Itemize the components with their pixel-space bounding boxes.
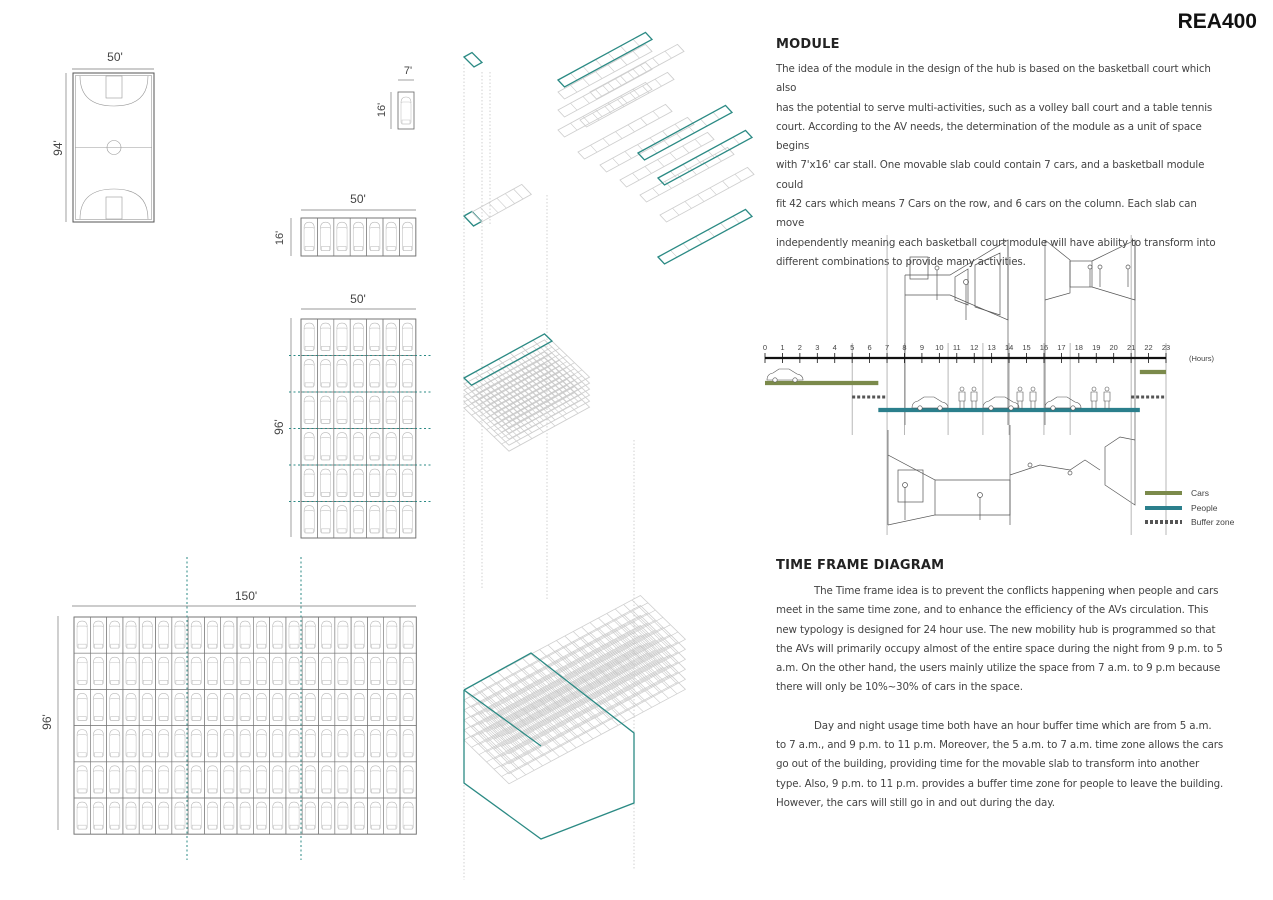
car-stall xyxy=(123,798,139,834)
time-tick-label: 13 xyxy=(987,343,996,352)
car-stall xyxy=(123,726,139,762)
slab-plan xyxy=(291,210,416,256)
car-stall xyxy=(74,689,90,725)
car-stall xyxy=(367,392,383,429)
car-stall xyxy=(399,356,415,393)
car-stall xyxy=(350,319,366,356)
car-stall xyxy=(367,218,383,256)
car-stall xyxy=(383,218,399,256)
stall-width-label: 7' xyxy=(403,65,413,77)
car-stall xyxy=(204,653,220,689)
car-stall xyxy=(399,429,415,466)
car-stall xyxy=(204,726,220,762)
time-tick-label: 10 xyxy=(935,343,944,352)
car-stall xyxy=(188,653,204,689)
car-stall xyxy=(302,798,318,834)
car-stall xyxy=(399,392,415,429)
car-stall xyxy=(399,319,415,356)
time-tick-label: 16 xyxy=(1039,343,1049,352)
car-icon xyxy=(912,397,948,410)
iso-exploded-slab xyxy=(578,104,672,159)
timeline-legend xyxy=(1145,486,1234,530)
time-tick-label: 7 xyxy=(884,343,890,352)
iso-highlight-slab xyxy=(638,105,732,160)
car-stall xyxy=(399,502,415,539)
car-stall xyxy=(172,762,188,798)
car-stall xyxy=(156,726,172,762)
car-stall xyxy=(237,726,253,762)
car-stall xyxy=(270,617,286,653)
car-stall xyxy=(350,356,366,393)
car-stall xyxy=(319,617,335,653)
legend-label-cars: Cars xyxy=(1191,488,1209,499)
car-stall xyxy=(286,653,302,689)
car-stall xyxy=(139,762,155,798)
iso-highlight-slab xyxy=(658,209,752,264)
time-tick-label: 2 xyxy=(797,343,802,352)
person-icon xyxy=(959,387,965,409)
car-stall xyxy=(334,319,350,356)
car-stall xyxy=(139,653,155,689)
car-stall xyxy=(384,762,400,798)
car-stall xyxy=(90,617,106,653)
car-stall xyxy=(302,617,318,653)
car-stall xyxy=(286,798,302,834)
car-stall xyxy=(367,319,383,356)
car-stall xyxy=(350,502,366,539)
car-stall xyxy=(188,617,204,653)
car-stall xyxy=(383,465,399,502)
car-stall xyxy=(172,653,188,689)
iso-exploded-slab xyxy=(660,167,754,222)
iso-single-stall xyxy=(464,53,482,68)
car-stall xyxy=(188,689,204,725)
car-stall xyxy=(334,218,350,256)
person-icon xyxy=(1017,387,1023,409)
car-stall xyxy=(335,762,351,798)
iso-slab xyxy=(472,184,531,222)
car-stall xyxy=(351,617,367,653)
car-stall xyxy=(384,617,400,653)
car-stall xyxy=(384,653,400,689)
car-stall-plan xyxy=(376,65,414,129)
time-tick-label: 0 xyxy=(762,343,768,352)
iso-exploded-slab xyxy=(600,117,694,172)
car-stall xyxy=(156,689,172,725)
car-stall xyxy=(367,762,383,798)
car-stall xyxy=(237,653,253,689)
car-stall xyxy=(286,762,302,798)
lounge-illustration xyxy=(888,425,1135,525)
car-stall xyxy=(270,726,286,762)
time-tick-label: 15 xyxy=(1022,343,1031,352)
car-stall xyxy=(367,502,383,539)
car-stall xyxy=(301,429,317,466)
time-tick-label: 19 xyxy=(1092,343,1101,352)
time-tick-label: 4 xyxy=(832,343,837,352)
time-frame-description xyxy=(776,582,1224,813)
car-stall xyxy=(302,689,318,725)
module-line: independently meaning each basketball court module will have ability to transform into xyxy=(776,236,1216,249)
car-stall xyxy=(301,356,317,393)
car-stall xyxy=(204,762,220,798)
car-stall xyxy=(319,653,335,689)
car-stall xyxy=(107,617,123,653)
car-stall xyxy=(319,798,335,834)
car-stall xyxy=(172,726,188,762)
car-stall xyxy=(335,689,351,725)
slab-depth-label: 16' xyxy=(274,230,286,246)
car-stall xyxy=(123,617,139,653)
car-stall xyxy=(204,798,220,834)
car-stall xyxy=(384,689,400,725)
board-title: REA400 xyxy=(1177,10,1257,33)
car-stall xyxy=(400,689,416,725)
car-icon xyxy=(1045,397,1081,410)
block-width-label: 150' xyxy=(234,589,258,603)
car-stall xyxy=(221,617,237,653)
person-icon xyxy=(1104,387,1110,409)
car-stall xyxy=(334,392,350,429)
car-icon xyxy=(767,369,803,382)
car-stall xyxy=(351,653,367,689)
car-stall xyxy=(350,218,366,256)
car-stall xyxy=(123,689,139,725)
car-stall xyxy=(301,218,317,256)
car-stall xyxy=(301,502,317,539)
car-stall xyxy=(367,653,383,689)
car-stall xyxy=(301,319,317,356)
car-stall xyxy=(400,617,416,653)
time-tick-label: 11 xyxy=(952,343,961,352)
module-line: court. According to the AV needs, the determination of the module as a unit of space begins xyxy=(776,120,1202,153)
person-icon xyxy=(971,387,977,409)
time-tick-label: 1 xyxy=(780,343,785,352)
car-stall xyxy=(319,762,335,798)
person-icon xyxy=(1030,387,1036,409)
car-stall xyxy=(90,762,106,798)
module-heading: MODULE xyxy=(776,37,840,52)
time-frame-paragraph-2: Day and night usage time both have an hour buffer time which are from 5 a.m. to 7 a.m., and 9 p.m. to 11 p.m. Moreover, the 5 a.m. to 7 a.m. time zone allows the cars go out of the building, providing time for the movable slab to transform into another type. Also, 9 p.m. to 11 p.m. provides a buffer time zone for people to leave the building. However, the cars will still go in and out during the day. xyxy=(776,719,1224,809)
stall-length-label: 16' xyxy=(376,102,388,118)
car-stall xyxy=(367,798,383,834)
iso-exploded-slab xyxy=(590,44,684,99)
module-line: with 7'x16' car stall. One movable slab could contain 7 cars, and a basketball module could xyxy=(776,159,1205,191)
gallery-illustration xyxy=(905,240,1008,425)
car-stall xyxy=(335,798,351,834)
iso-exploded-slab xyxy=(620,132,714,187)
car-stall xyxy=(351,762,367,798)
car-stall xyxy=(367,429,383,466)
car-stall xyxy=(384,798,400,834)
block-depth-label: 96' xyxy=(40,714,54,730)
car-stall xyxy=(270,653,286,689)
car-stall xyxy=(90,726,106,762)
car-stall xyxy=(107,689,123,725)
time-unit-label: (Hours) xyxy=(1189,354,1215,363)
car-stall xyxy=(139,617,155,653)
car-stall xyxy=(156,617,172,653)
car-stall xyxy=(188,762,204,798)
car-stall xyxy=(253,617,269,653)
people-swatch xyxy=(1145,506,1182,510)
car-stall xyxy=(90,689,106,725)
car-stall xyxy=(107,653,123,689)
time-frame-heading: TIME FRAME DIAGRAM xyxy=(776,558,945,573)
car-stall xyxy=(90,798,106,834)
time-tick-label: 21 xyxy=(1126,343,1136,352)
car-stall xyxy=(301,392,317,429)
car-stall xyxy=(367,465,383,502)
car-icon xyxy=(983,397,1019,410)
car-stall xyxy=(107,798,123,834)
legend-item-buffer xyxy=(1145,515,1234,530)
car-stall xyxy=(367,617,383,653)
time-tick-label: 14 xyxy=(1004,343,1014,352)
car-stall xyxy=(317,502,333,539)
car-stall xyxy=(367,356,383,393)
car-stall xyxy=(123,762,139,798)
car-stall xyxy=(302,762,318,798)
car-stall xyxy=(221,653,237,689)
car-stall xyxy=(139,798,155,834)
car-stall xyxy=(319,689,335,725)
module-plan xyxy=(289,309,432,538)
module-width-label: 50' xyxy=(350,292,366,306)
car-stall xyxy=(334,429,350,466)
car-stall xyxy=(334,502,350,539)
car-stall xyxy=(156,762,172,798)
car-stall xyxy=(367,689,383,725)
car-stall xyxy=(270,689,286,725)
iso-highlight-slab xyxy=(558,32,652,87)
module-depth-label: 96' xyxy=(272,419,286,435)
car-stall xyxy=(139,689,155,725)
car-stall xyxy=(399,218,415,256)
basketball-court-plan xyxy=(51,50,154,222)
buffer-swatch xyxy=(1145,520,1182,524)
car-stall xyxy=(400,726,416,762)
car-stall xyxy=(335,653,351,689)
car-stall xyxy=(335,617,351,653)
car-stall xyxy=(383,429,399,466)
car-stall xyxy=(107,762,123,798)
iso-exploded-slab xyxy=(580,72,674,127)
module-line: has the potential to serve multi-activities, such as a volley ball court and a table tennis xyxy=(776,101,1213,114)
isometric-slab-stacks xyxy=(464,32,754,880)
car-stall xyxy=(351,726,367,762)
car-stall xyxy=(350,465,366,502)
car-stall xyxy=(74,798,90,834)
person-icon xyxy=(1091,387,1097,409)
cars-swatch xyxy=(1145,491,1182,495)
time-tick-label: 20 xyxy=(1109,343,1118,352)
car-stall xyxy=(302,726,318,762)
module-line: The idea of the module in the design of the hub is based on the basketball court which also xyxy=(776,63,1211,95)
court-length-label: 94' xyxy=(51,140,65,156)
time-tick-label: 9 xyxy=(919,343,924,352)
car-stall xyxy=(400,798,416,834)
car-stall xyxy=(253,726,269,762)
car-stall xyxy=(221,726,237,762)
time-tick-label: 17 xyxy=(1057,343,1066,352)
time-tick-label: 18 xyxy=(1074,343,1083,352)
car-stall xyxy=(350,429,366,466)
car-stall xyxy=(317,319,333,356)
car-stall xyxy=(384,726,400,762)
car-stall xyxy=(383,356,399,393)
time-tick-label: 23 xyxy=(1161,343,1171,352)
car-stall xyxy=(74,762,90,798)
legend-label-buffer: Buffer zone xyxy=(1191,517,1235,528)
car-stall xyxy=(172,617,188,653)
car-stall xyxy=(383,392,399,429)
car-stall xyxy=(204,689,220,725)
time-tick-label: 12 xyxy=(970,343,979,352)
car-stall xyxy=(383,319,399,356)
car-stall xyxy=(237,798,253,834)
car-stall xyxy=(334,465,350,502)
car-stall xyxy=(253,798,269,834)
car-stall xyxy=(107,726,123,762)
car-stall xyxy=(253,762,269,798)
car-stall xyxy=(253,653,269,689)
car-stall xyxy=(139,726,155,762)
iso-exploded-slab xyxy=(558,82,652,137)
time-tick-label: 5 xyxy=(850,343,855,352)
car-stall xyxy=(350,392,366,429)
time-tick-label: 8 xyxy=(902,343,907,352)
car-stall xyxy=(335,726,351,762)
car-stall xyxy=(399,465,415,502)
car-stall xyxy=(317,465,333,502)
car-stall xyxy=(188,798,204,834)
module-line: different combinations to provide many activities. xyxy=(776,255,1026,268)
legend-label-people: People xyxy=(1191,502,1218,513)
car-stall xyxy=(237,689,253,725)
time-tick-label: 3 xyxy=(815,343,820,352)
car-stall xyxy=(156,653,172,689)
car-stall xyxy=(317,429,333,466)
car-stall xyxy=(351,798,367,834)
car-stall xyxy=(172,798,188,834)
court-width-label: 50' xyxy=(107,50,123,64)
car-stall xyxy=(286,689,302,725)
car-stall xyxy=(74,617,90,653)
car-stall xyxy=(317,392,333,429)
car-stall xyxy=(74,653,90,689)
car-stall xyxy=(221,798,237,834)
car-stall xyxy=(90,653,106,689)
car-stall xyxy=(221,689,237,725)
car-stall xyxy=(270,762,286,798)
car-stall xyxy=(253,689,269,725)
car-stall xyxy=(367,726,383,762)
car-stall xyxy=(383,502,399,539)
car-stall xyxy=(317,218,333,256)
car-stall xyxy=(400,762,416,798)
car-stall xyxy=(286,726,302,762)
car-stall xyxy=(351,689,367,725)
car-stall xyxy=(270,798,286,834)
car-stall xyxy=(74,726,90,762)
car-stall xyxy=(221,762,237,798)
car-stall xyxy=(301,465,317,502)
legend-item-cars xyxy=(1145,486,1234,501)
car-stall xyxy=(237,617,253,653)
car-stall xyxy=(237,762,253,798)
car-stall xyxy=(400,653,416,689)
iso-exploded-slab xyxy=(558,62,652,117)
car-stall xyxy=(334,356,350,393)
time-tick-label: 6 xyxy=(867,343,872,352)
legend-item-people xyxy=(1145,501,1234,516)
car-stall xyxy=(123,653,139,689)
car-stall xyxy=(156,798,172,834)
time-tick-label: 22 xyxy=(1144,343,1153,352)
car-stall xyxy=(172,689,188,725)
iso-highlight-slab xyxy=(658,130,752,185)
car-stall xyxy=(204,617,220,653)
module-line: fit 42 cars which means 7 Cars on the row, and 6 cars on the column. Each slab can move xyxy=(776,198,1197,230)
car-stall xyxy=(302,653,318,689)
car-stall xyxy=(188,726,204,762)
slab-width-label: 50' xyxy=(350,192,366,206)
car-stall xyxy=(319,726,335,762)
car-stall xyxy=(317,356,333,393)
car-stall xyxy=(286,617,302,653)
time-frame-paragraph-1: The Time frame idea is to prevent the conflicts happening when people and cars meet in the same time zone, and to enhance the efficiency of the AVs circulation. This new typology is designed for 24 hour use. The new mobility hub is programmed so that the AVs will primarily occupy almost of the entire space during the night from 9 p.m. to 5 a.m. On the other hand, the users mainly utilize the space from 7 a.m. to 9 p.m because there will only be 10%~30% of cars in the space. xyxy=(776,585,1223,694)
